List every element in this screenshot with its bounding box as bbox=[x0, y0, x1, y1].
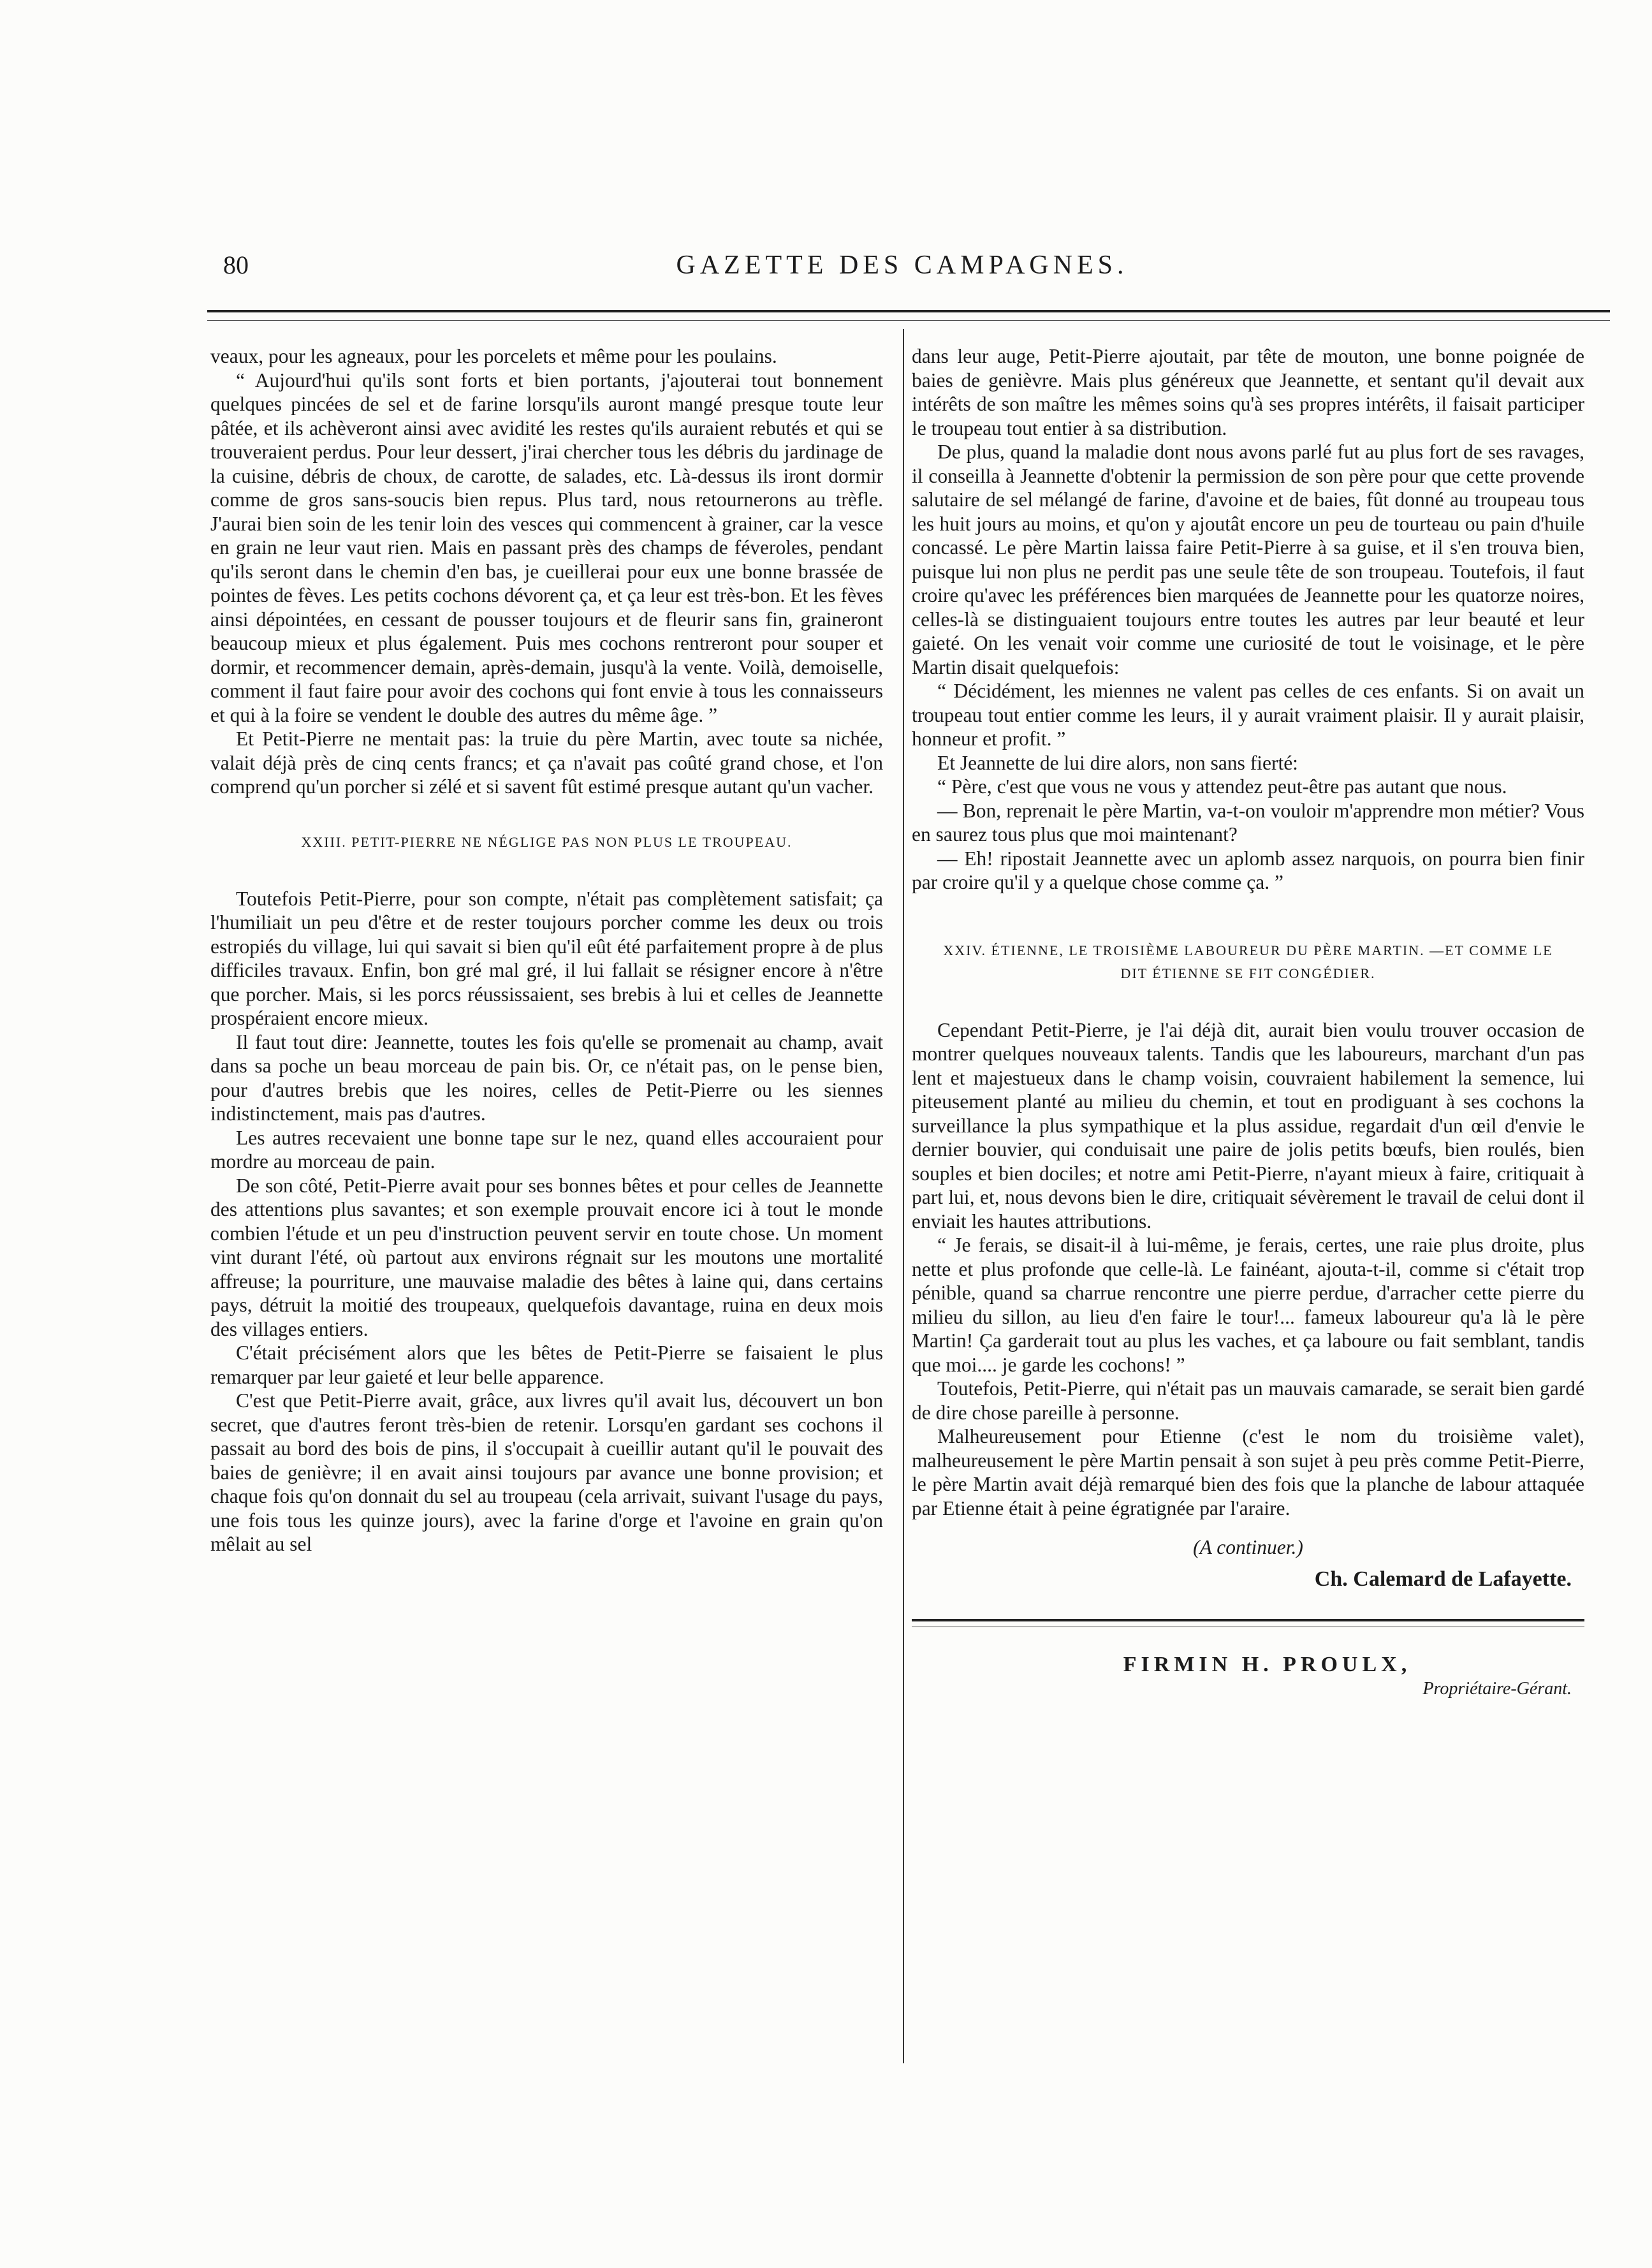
column-divider bbox=[903, 329, 904, 2063]
paragraph: “ Père, c'est que vous ne vous y attendez peut-être pas autant que nous. bbox=[937, 775, 1507, 798]
paragraph: “ Décidément, les miennes ne valent pas celles de ces enfants. Si on avait un troupeau tout entier comme les leurs, il y aurait vraiment plaisir. Il y aurait plaisir, honneur et profit. ” bbox=[912, 680, 1584, 750]
paragraph: Cependant Petit-Pierre, je l'ai déjà dit, aurait bien voulu trouver occasion de montrer quelques nouveaux talents. Tandis que les laboureurs, marchant d'un pas lent et majestueux dans le champ voisin, couvraient habilement la semence, lui piteusement planté au milieu du chemin, et tout en prodiguant à ses cochons la surveillance la plus sympathique et la plus assidue, regardait d'un œil d'envie le dernier bouvier, qui conduisait une paire de jolis petits bœufs, bien roulés, bien souples et bien dociles; et notre ami Petit-Pierre, n'ayant mieux à faire, critiquait à part lui, et, nous devons bien le dire, critiquait sévèrement le travail de celui dont il enviait les hautes attributions. bbox=[912, 1018, 1584, 1233]
right-column bbox=[912, 344, 1584, 1701]
paragraph: C'était précisément alors que les bêtes de Petit-Pierre se faisaient le plus remarquer par leur gaieté et leur belle apparence. bbox=[210, 1342, 883, 1388]
publisher-role: Propriétaire-Gérant. bbox=[1422, 1678, 1572, 1699]
left-column bbox=[210, 344, 883, 1556]
paragraph: Et Jeannette de lui dire alors, non sans fierté: bbox=[937, 751, 1298, 774]
section-heading-xxiv: XXIV. ÉTIENNE, LE TROISIÈME LABOUREUR DU PÈRE MARTIN. —ET COMME LE DIT ÉTIENNE SE FIT CONGÉDIER. bbox=[943, 942, 1553, 981]
paragraph: Il faut tout dire: Jeannette, toutes les fois qu'elle se promenait au champ, avait dans sa poche un beau morceau de pain bis. Or, ce n'était pas, on le pense bien, pour d'autres brebis que les noires, celles de Petit-Pierre ou les siennes indistinctement, mais pas d'autres. bbox=[210, 1030, 883, 1125]
running-title: GAZETTE DES CAMPAGNES. bbox=[676, 251, 1129, 280]
paragraph: veaux, pour les agneaux, pour les porcelets et même pour les poulains. bbox=[210, 345, 777, 367]
author-signature: Ch. Calemard de Lafayette. bbox=[1314, 1567, 1572, 1591]
paragraph: De son côté, Petit-Pierre avait pour ses bonnes bêtes et pour celles de Jeannette des attentions plus savantes; et son exemple prouvait encore ici à tout le monde combien l'étude et un peu d'instruction peuvent servir en toute chose. Un moment vint durant l'été, où partout aux environs régnait sur les moutons une mortalité affreuse; la pourriture, une mauvaise maladie des bêtes à laine qui, dans certains pays, détruit la moitié des troupeaux, quelquefois davantage, ruina en deux mois des villages entiers. bbox=[210, 1174, 883, 1340]
page-number: 80 bbox=[223, 251, 249, 279]
publisher-name: FIRMIN H. PROULX, bbox=[1123, 1653, 1412, 1676]
paragraph: — Bon, reprenait le père Martin, va-t-on vouloir m'apprendre mon métier? Vous en saurez tous plus que moi maintenant? bbox=[912, 799, 1584, 845]
paragraph: C'est que Petit-Pierre avait, grâce, aux livres qu'il avait lus, découvert un bon secret, que d'autres feront très-bien de retenir. Lorsqu'en gardant ses cochons il passait au bord des bois de pins, il s'occupait à cueillir autant qu'il le pouvait des baies de genièvre; il en avait ainsi toujours par avance une bonne provision; et chaque fois qu'on donnait du sel au troupeau (cela arrivait, suivant l'usage du pays, une fois tous les quinze jours), avec la farine d'orge et l'avoine en grain qu'on mêlait au sel bbox=[210, 1389, 883, 1555]
paragraph: Malheureusement pour Etienne (c'est le nom du troisième valet), malheureusement le père Martin pensait à son sujet à peu près comme Petit-Pierre, le père Martin avait déjà remarqué bien des fois que la planche de labour attaquée par Etienne était à peine égratignée par l'araire. bbox=[912, 1425, 1584, 1519]
paragraph: Toutefois, Petit-Pierre, qui n'était pas un mauvais camarade, se serait bien gardé de dire chose pareille à personne. bbox=[912, 1377, 1584, 1424]
header-rule bbox=[207, 310, 1610, 321]
footer-rule bbox=[912, 1619, 1584, 1627]
page-header bbox=[217, 250, 1588, 288]
paragraph: Les autres recevaient une bonne tape sur le nez, quand elles accouraient pour mordre au morceau de pain. bbox=[210, 1126, 883, 1173]
paragraph: De plus, quand la maladie dont nous avons parlé fut au plus fort de ses ravages, il conseilla à Jeannette d'obtenir la permission de son père pour que cette provende salutaire de sel mélangé de farine, d'avoine et de baies, fût donné au troupeau tous les huit jours au moins, et qu'on y ajoutât encore un peu de tourteau ou pain d'huile concassé. Le père Martin laissa faire Petit-Pierre à sa guise, et il s'en trouva bien, puisque lui non plus ne perdit pas une seule tête de son troupeau. Toutefois, il faut croire qu'avec les préférences bien marquées de Jeannette pour les quatorze noires, celles-là se distinguaient toujours entre toutes les autres par leur beauté et leur gaieté. On les venait voir comme une curiosité de tout le voisinage, et le père Martin disait quelquefois: bbox=[912, 441, 1584, 678]
to-be-continued: (A continuer.) bbox=[1193, 1536, 1303, 1558]
paragraph: “ Je ferais, se disait-il à lui-même, je ferais, certes, une raie plus droite, plus nette et plus profonde que celle-là. Le fainéant, ajouta-t-il, comme si c'était trop pénible, quand sa charrue rencontre une pierre perdue, d'arracher cette pierre du milieu du sillon, au lieu d'en faire le tour!... fameux laboureur qu'a là le père Martin! Ça garderait tout au plus les vaches, et ça laboure ou fait semblant, tandis que moi.... je garde les cochons! ” bbox=[912, 1234, 1584, 1376]
paragraph: dans leur auge, Petit-Pierre ajoutait, par tête de mouton, une bonne poignée de baies de genièvre. Mais plus généreux que Jeannette, et sentant qu'il devait aux intérêts de son maître les mêmes soins qu'à ses propres intérêts, il faisait participer le troupeau tout entier à sa distribution. bbox=[912, 345, 1584, 439]
paragraph: Et Petit-Pierre ne mentait pas: la truie du père Martin, avec toute sa nichée, valait déjà près de cinq cents francs; et ça n'avait pas coûté grand chose, et l'on comprend qu'un porcher si zélé et si savent fût estimé presque autant qu'un vacher. bbox=[210, 728, 883, 798]
paragraph: Toutefois Petit-Pierre, pour son compte, n'était pas complètement satisfait; ça l'humiliait un peu d'être et de rester toujours porcher comme les deux ou trois estropiés du village, lui qui savait si bien qu'il eût été parfaitement propre à de plus difficiles travaux. Enfin, bon gré mal gré, il lui fallait se résigner encore à n'être que porcher. Mais, si les porcs réussissaient, ses brebis à lui et celles de Jeannette prospéraient encore mieux. bbox=[210, 887, 883, 1029]
section-heading-xxiii: XXIII. PETIT-PIERRE NE NÉGLIGE PAS NON PLUS LE TROUPEAU. bbox=[301, 833, 793, 850]
paragraph: — Eh! ripostait Jeannette avec un aplomb assez narquois, on pourra bien finir par croire qu'il y a quelque chose comme ça. ” bbox=[912, 847, 1584, 893]
paragraph: “ Aujourd'hui qu'ils sont forts et bien portants, j'ajouterai tout bonnement quelques pincées de sel et de farine lorsqu'ils auront mangé presque toute leur pâtée, et ils achèveront ainsi avec avidité les restes qu'ils auraient rebutés et qui se trouveraient perdus. Pour leur dessert, j'irai chercher tous les débris du jardinage de la cuisine, débris de choux, de carotte, de salades, etc. Là-dessus ils iront dormir comme de gros sans-soucis bien repus. Plus tard, nous retournerons au trèfle. J'aurai bien soin de les tenir loin des vesces qui commencent à grainer, car la vesce en grain ne leur vaut rien. Mais en passant près des champs de féveroles, pendant qu'ils seront dans le chemin d'en bas, je cueillerai pour eux une bonne brassée de pointes de fèves. Les petits cochons dévorent ça, et ça leur est très-bon. Et les fèves ainsi dépointées, en cessant de pousser toujours et de fleurir sans fin, graineront beaucoup mieux et plus également. Puis mes cochons rentreront pour souper et dormir, et recommencer demain, après-demain, jusqu'à la vente. Voilà, demoiselle, comment il faut faire pour avoir des cochons qui font envie à tous les connaisseurs et qui à la foire se vendent le double des autres du même âge. ” bbox=[210, 369, 883, 726]
